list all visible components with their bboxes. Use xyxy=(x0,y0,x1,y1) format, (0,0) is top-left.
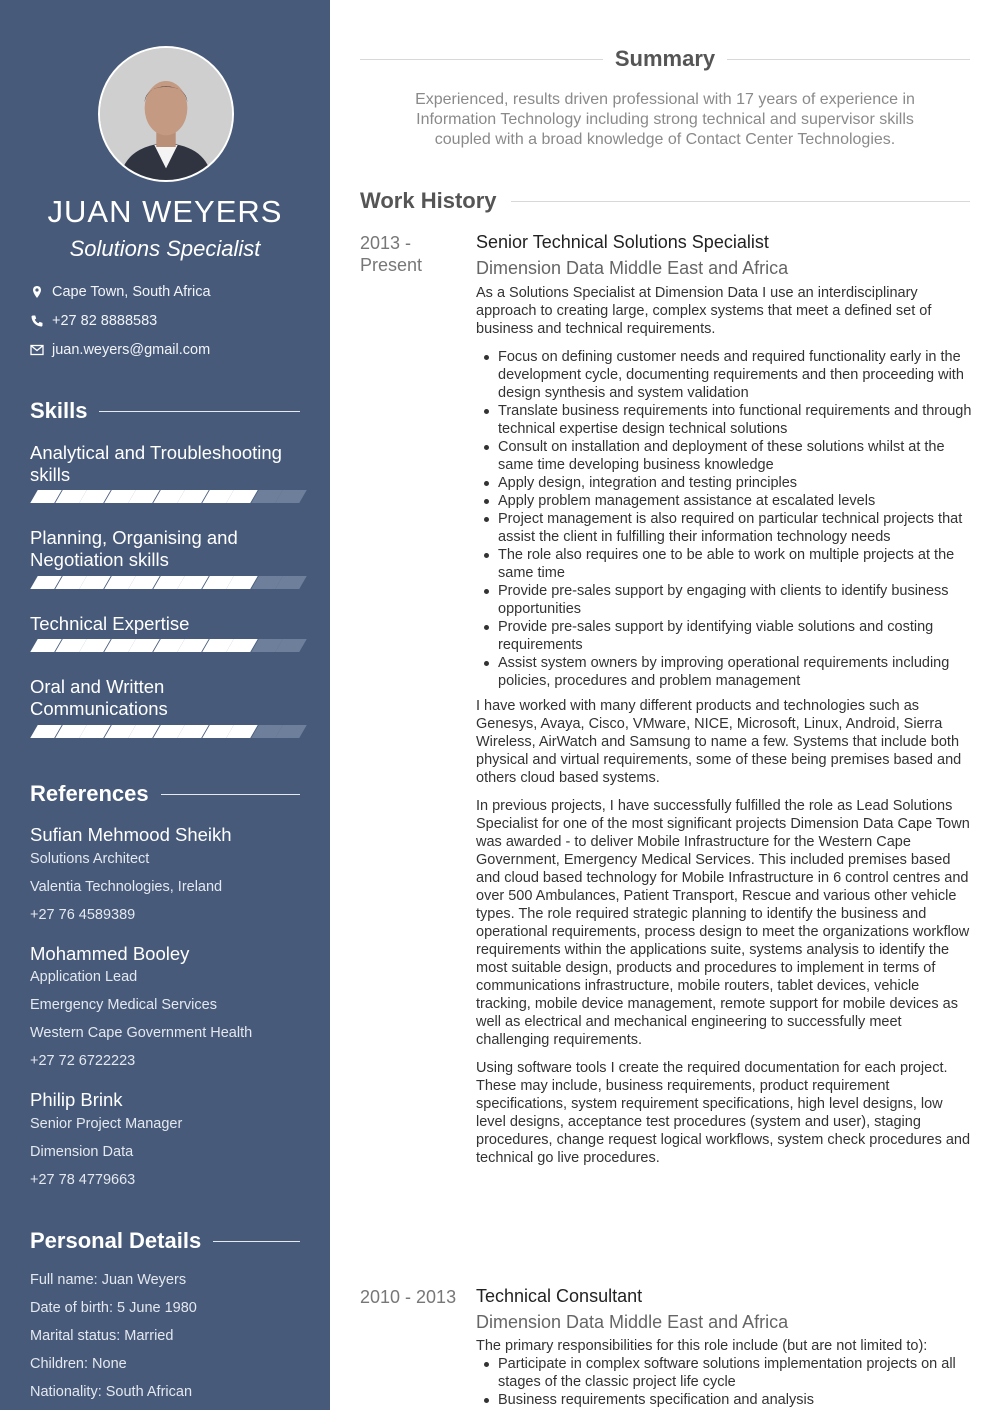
profile-title: Solutions Specialist xyxy=(69,236,261,261)
list-item: Consult on installation and deployment of these solutions whilst at the same time developing business knowledge xyxy=(476,438,972,474)
list-item: Assist system owners by improving operational requirements including policies, procedures and problem management xyxy=(476,654,972,690)
skills-heading xyxy=(30,398,300,424)
personal-detail: Nationality: South African xyxy=(30,1384,193,1400)
contact-phone xyxy=(30,311,157,331)
list-item: Translate business requirements into functional requirements and through technical expertise design technical solutions xyxy=(476,402,972,438)
personal-details-heading-text: Personal Details xyxy=(30,1228,202,1253)
job-date: 2010 - 2013 xyxy=(360,1287,457,1307)
email-link[interactable]: juan.weyers@gmail.com xyxy=(52,342,211,358)
summary-text: Experienced, results driven professional with 17 years of experience in Information Technology including strong technical and supervisor skills coupled with a broad knowledge of Contact Center Technologies. xyxy=(415,91,915,148)
list-item: Apply problem management assistance at escalated levels xyxy=(476,492,972,510)
skill-rating-bar xyxy=(26,725,300,738)
job-paragraph: I have worked with many different products and technologies such as Genesys, Avaya, Cisco, VMware, NICE, Microsoft, Linux, Android, Sierra Wireless, AirWatch and Samsung to name a few. Systems that include both physical and virtual requirements, some of these being premises based and others cloud based systems. xyxy=(476,698,962,786)
summary-heading-text: Summary xyxy=(614,46,716,71)
reference-detail: Emergency Medical Services xyxy=(30,997,217,1013)
job-intro: The primary responsibilities for this role include (but are not limited to): xyxy=(476,1338,928,1354)
work-history-heading-text: Work History xyxy=(360,188,497,213)
contact-location xyxy=(30,282,211,302)
job-paragraph: In previous projects, I have successfully fulfilled the role as Lead Solutions Specialist for one of the most significant projects Dimension Data Cape Town was awarded - to deliver Mobile Infrastructure for the Western Cape Government, Emergency Medical Services. This included premises based and cloud based technology for Mobile Infrastructure in 6 control centres and over 500 Ambulances, Patient Transport, Rescue and various other vehicle types. The role required strategic planning to identify the business and operational requirements, process design to meet the organizations workflow requirements within the applications suite, systems analysis to identify the most suitable design, products and procedures to implement in terms of communications infrastructure, mobile routers, tablet devices, vehicle tracking, mobile device management, remote support for mobile devices as well as electrical and mechanical engineering to successfully meet challenging requirements. xyxy=(476,798,970,1048)
skill-name: Oral and Written Communications xyxy=(30,676,168,719)
skills-heading-text: Skills xyxy=(30,398,88,423)
reference-detail: Senior Project Manager xyxy=(30,1116,183,1132)
summary-heading xyxy=(360,46,970,72)
skill-rating-bar xyxy=(26,639,300,652)
contact-email[interactable] xyxy=(30,340,210,360)
reference-name: Philip Brink xyxy=(30,1089,123,1110)
reference-detail: Solutions Architect xyxy=(30,851,150,867)
reference-phone: +27 76 4589389 xyxy=(30,907,136,923)
references-heading xyxy=(30,781,300,807)
list-item: Apply design, integration and testing principles xyxy=(476,474,972,492)
reference-detail: Western Cape Government Health xyxy=(30,1025,253,1041)
reference-phone: +27 72 6722223 xyxy=(30,1053,136,1069)
divider xyxy=(213,1241,300,1242)
personal-detail: Children: None xyxy=(30,1356,127,1372)
avatar-photo-icon xyxy=(100,48,232,180)
skill-name: Planning, Organising and Negotiation skills xyxy=(30,527,238,570)
list-item: The role also requires one to be able to work on multiple projects at the same time xyxy=(476,546,972,582)
skill-name: Analytical and Troubleshooting skills xyxy=(30,442,282,485)
job-title: Technical Consultant xyxy=(476,1286,643,1306)
location-pin-icon xyxy=(30,285,44,299)
divider xyxy=(511,201,970,202)
job-responsibilities xyxy=(476,1355,972,1409)
skill-name: Technical Expertise xyxy=(30,613,190,634)
divider xyxy=(99,411,300,412)
job-responsibilities xyxy=(476,348,972,690)
avatar xyxy=(98,46,234,182)
location-text: Cape Town, South Africa xyxy=(52,284,211,300)
reference-name: Sufian Mehmood Sheikh xyxy=(30,824,232,845)
envelope-icon xyxy=(30,343,44,357)
job-paragraph: Using software tools I create the required documentation for each project. These may include, business requirements, product requirement specifications, system requirement specifications, high level designs, low level designs, acceptance test procedures (system and user), staging procedures, change request logical workflows, system check procedures and technical go live procedures. xyxy=(476,1060,971,1166)
job-company: Dimension Data Middle East and Africa xyxy=(476,1312,789,1332)
profile-name: JUAN WEYERS xyxy=(47,194,283,229)
reference-detail: Dimension Data xyxy=(30,1144,134,1160)
job-date: 2013 - Present xyxy=(360,233,423,275)
personal-detail: Marital status: Married xyxy=(30,1328,174,1344)
divider xyxy=(360,59,603,60)
job-title: Senior Technical Solutions Specialist xyxy=(476,232,769,252)
reference-phone: +27 78 4779663 xyxy=(30,1172,136,1188)
personal-detail: Full name: Juan Weyers xyxy=(30,1272,187,1288)
reference-detail: Application Lead xyxy=(30,969,138,985)
list-item: Provide pre-sales support by engaging with clients to identify business opportunities xyxy=(476,582,972,618)
divider xyxy=(161,794,300,795)
job-company: Dimension Data Middle East and Africa xyxy=(476,258,789,278)
list-item: Provide pre-sales support by identifying viable solutions and costing requirements xyxy=(476,618,972,654)
references-heading-text: References xyxy=(30,781,149,806)
divider xyxy=(727,59,970,60)
work-history-heading xyxy=(360,188,970,214)
sidebar xyxy=(0,0,330,1410)
skill-rating-bar xyxy=(26,490,300,503)
phone-icon xyxy=(30,314,44,328)
list-item: Participate in complex software solutions implementation projects on all stages of the classic project life cycle xyxy=(476,1355,972,1391)
personal-detail: Date of birth: 5 June 1980 xyxy=(30,1300,197,1316)
phone-text: +27 82 8888583 xyxy=(52,313,158,329)
list-item: Project management is also required on particular technical projects that assist the client in fulfilling their information technology needs xyxy=(476,510,972,546)
job-intro: As a Solutions Specialist at Dimension Data I use an interdisciplinary approach to creating large, complex systems that meet a defined set of business and technical requirements. xyxy=(476,285,932,337)
reference-detail: Valentia Technologies, Ireland xyxy=(30,879,223,895)
personal-details-heading xyxy=(30,1228,300,1254)
list-item: Focus on defining customer needs and required functionality early in the development cycle, documenting requirements and then proceeding with design synthesis and system validation xyxy=(476,348,972,402)
list-item: Business requirements specification and analysis xyxy=(476,1391,972,1409)
reference-name: Mohammed Booley xyxy=(30,943,190,964)
skill-rating-bar xyxy=(26,576,300,589)
